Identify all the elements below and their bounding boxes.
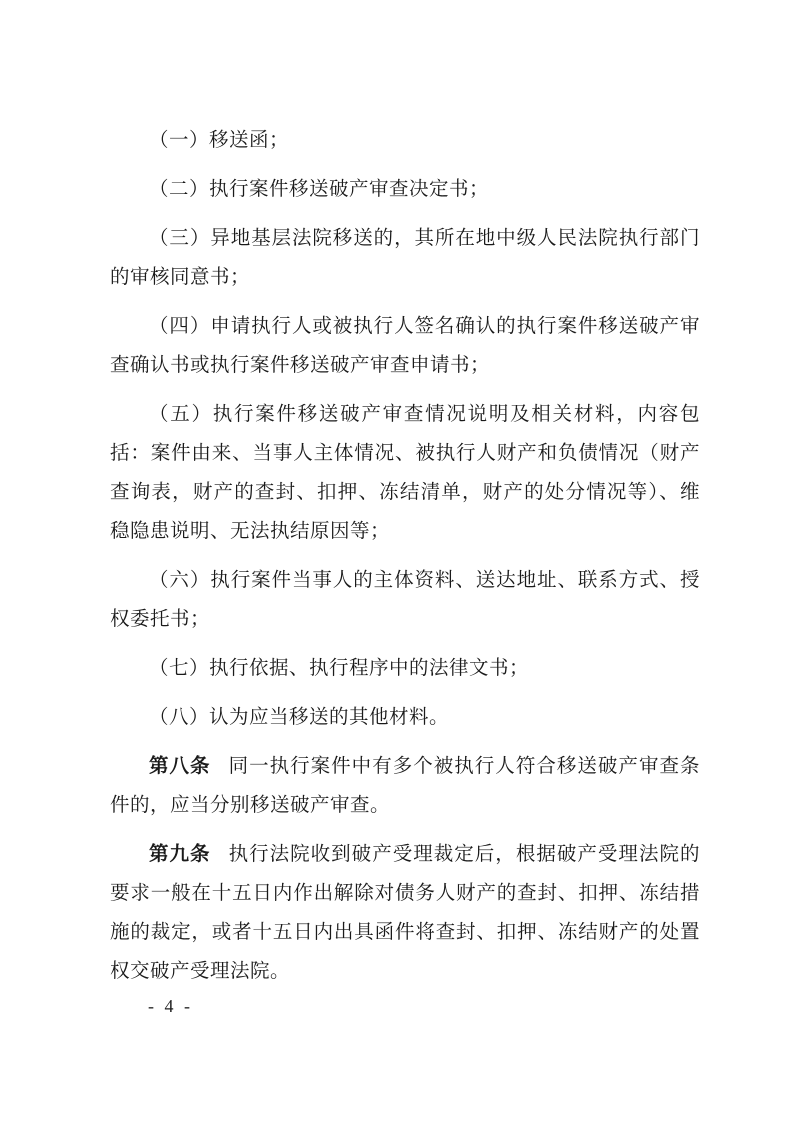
page-number: - 4 - [148,996,193,1016]
document-body [110,120,700,1000]
list-item-2: （二）执行案件移送破产审查决定书； [149,177,490,200]
article-8 [110,746,700,824]
list-item-7: （七）执行依据、执行程序中的法律文书； [149,656,530,679]
article-9-text: 执行法院收到破产受理裁定后，根据破产受理法院的要求一般在十五日内作出解除对债务人财产的查封、扣押、冻结措施的裁定，或者十五日内出具函件将查封、扣押、冻结财产的处置权交破产受理法院。 [110,842,700,982]
article-8-text: 同一执行案件中有多个被执行人符合移送破产审查条件的，应当分别移送破产审查。 [110,754,700,816]
list-item-4: （四）申请执行人或被执行人签名确认的执行案件移送破产审查确认书或执行案件移送破产审查申请书； [110,314,700,376]
article-9 [110,834,700,990]
list-item-8: （八）认为应当移送的其他材料。 [149,705,450,728]
article-9-heading: 第九条 [149,842,211,865]
list-item-3: （三）异地基层法院移送的，其所在地中级人民法院执行部门的审核同意书； [110,226,700,288]
article-8-heading: 第八条 [149,754,211,777]
list-item-6: （六）执行案件当事人的主体资料、送达地址、联系方式、授权委托书； [110,568,700,630]
list-item-5: （五）执行案件移送破产审查情况说明及相关材料，内容包括：案件由来、当事人主体情况、被执行人财产和负债情况（财产查询表，财产的查封、扣押、冻结清单，财产的处分情况等）、维稳隐患说明、无法执结原因等； [110,402,700,542]
list-item-1: （一）移送函； [149,128,290,151]
